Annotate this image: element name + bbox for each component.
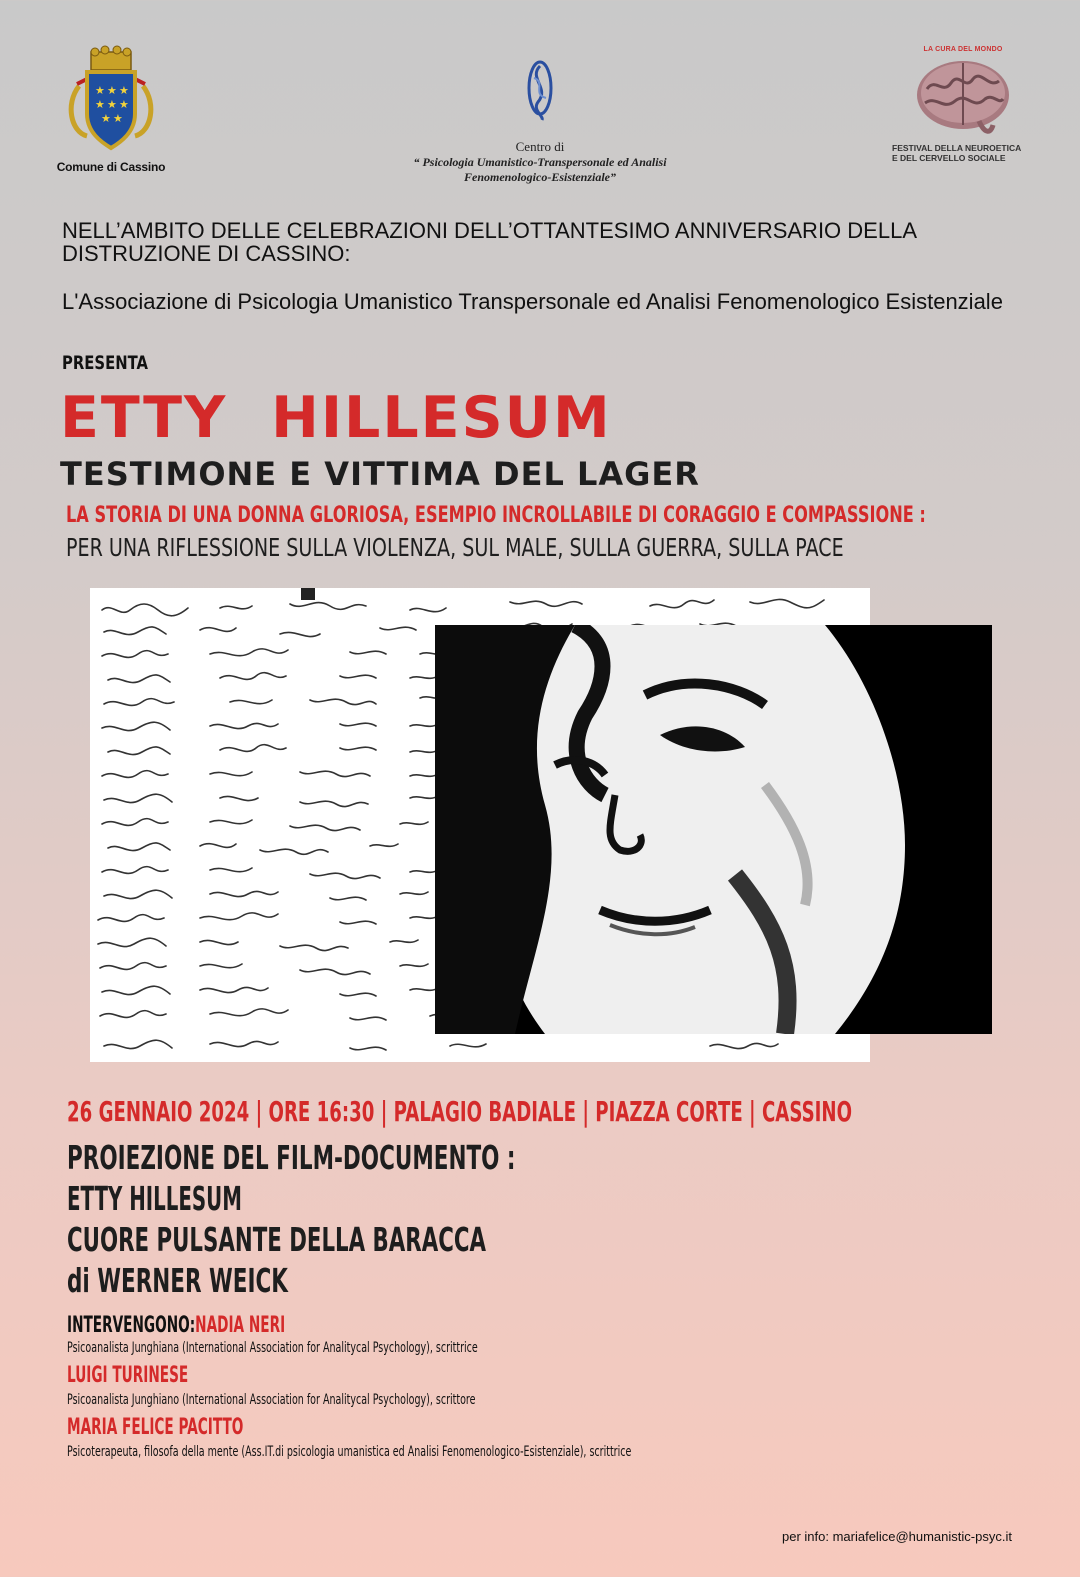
right-logo-line1: FESTIVAL DELLA NEUROETICA (892, 143, 1022, 153)
subtitle: TESTIMONE E VITTIMA DEL LAGER (60, 455, 700, 493)
speakers-label: INTERVENGONO: (67, 1313, 196, 1338)
event-city: CASSINO (761, 1095, 853, 1128)
event-details: 26 GENNAIO 2024 | ORE 16:30 | PALAGIO BADIALE | PIAZZA CORTE | CASSINO (67, 1095, 853, 1128)
spiral-emblem-icon (524, 58, 556, 124)
film-title-line2: CUORE PULSANTE DELLA BARACCA (67, 1220, 487, 1259)
svg-text:★: ★ (95, 85, 105, 97)
right-logo-top: LA CURA DEL MONDO (923, 46, 1003, 53)
speaker-name: LUIGI TURINESE (67, 1363, 189, 1388)
event-square: PIAZZA CORTE (595, 1095, 743, 1128)
svg-text:★: ★ (101, 113, 111, 125)
event-date: 26 GENNAIO 2024 (67, 1095, 250, 1128)
event-venue: PALAGIO BADIALE (393, 1095, 577, 1128)
celebration-intro: NELL’AMBITO DELLE CELEBRAZIONI DELL’OTTANTESIMO ANNIVERSARIO DELLA DISTRUZIONE DI CASSINO: (62, 218, 916, 266)
woman-portrait-illustration (435, 625, 992, 1034)
left-logo-caption: Comune di Cassino (56, 160, 166, 174)
center-logo-line2: “ Psicologia Umanistico-Transpersonale ed Analisi (413, 155, 667, 169)
coat-of-arms-icon (65, 44, 157, 156)
film-director: di WERNER WEICK (67, 1261, 288, 1300)
centro-logo (380, 58, 700, 185)
tagline-red: LA STORIA DI UNA DONNA GLORIOSA, ESEMPIO INCROLLABILE DI CORAGGIO E COMPASSIONE : (66, 503, 926, 528)
speakers-section (67, 1313, 967, 1467)
film-title-line1: ETTY HILLESUM (67, 1179, 242, 1218)
event-time: ORE 16:30 (268, 1095, 375, 1128)
right-logo-line2: E DEL CERVELLO SOCIALE (892, 153, 1006, 163)
presenta-label: PRESENTA (62, 352, 149, 374)
svg-text:★: ★ (119, 99, 129, 111)
brain-icon (913, 55, 1013, 139)
film-intro: PROIEZIONE DEL FILM-DOCUMENTO : (67, 1138, 516, 1177)
tagline-dark: PER UNA RIFLESSIONE SULLA VIOLENZA, SUL MALE, SULLA GUERRA, SULLA PACE (66, 533, 844, 562)
speaker-name: NADIA NERI (195, 1313, 286, 1338)
svg-text:★: ★ (95, 99, 105, 111)
event-separator: | (255, 1095, 263, 1128)
speaker-description: Psicoterapeuta, filosofa della mente (Ass.IT.di psicologia umanistica ed Analisi Fenomenologico-Esistenziale), scrittrice (67, 1444, 632, 1460)
speaker-description: Psicoanalista Junghiano (International Association for Analitycal Psychology), scrittore (67, 1392, 476, 1408)
festival-neuroetica-logo (888, 46, 1038, 163)
comune-di-cassino-logo (56, 44, 166, 174)
svg-text:★: ★ (113, 113, 123, 125)
main-title: ETTY HILLESUM (60, 385, 612, 451)
svg-text:★: ★ (107, 85, 117, 97)
speakers-row-1 (67, 1313, 285, 1338)
svg-text:★: ★ (119, 85, 129, 97)
svg-text:★: ★ (107, 99, 117, 111)
etty-hillesum-portrait (435, 625, 992, 1034)
center-logo-line3: Fenomenologico-Esistenziale” (463, 170, 616, 184)
speaker-name: MARIA FELICE PACITTO (67, 1415, 244, 1440)
contact-info: per info: mariafelice@humanistic-psyc.it (782, 1529, 1012, 1544)
association-text: L'Associazione di Psicologia Umanistico Transpersonale ed Analisi Fenomenologico Esistenziale (62, 289, 1003, 314)
center-logo-line1: Centro di (515, 139, 565, 154)
speaker-description: Psicoanalista Junghiana (International Association for Analitycal Psychology), scrittrice (67, 1340, 478, 1356)
